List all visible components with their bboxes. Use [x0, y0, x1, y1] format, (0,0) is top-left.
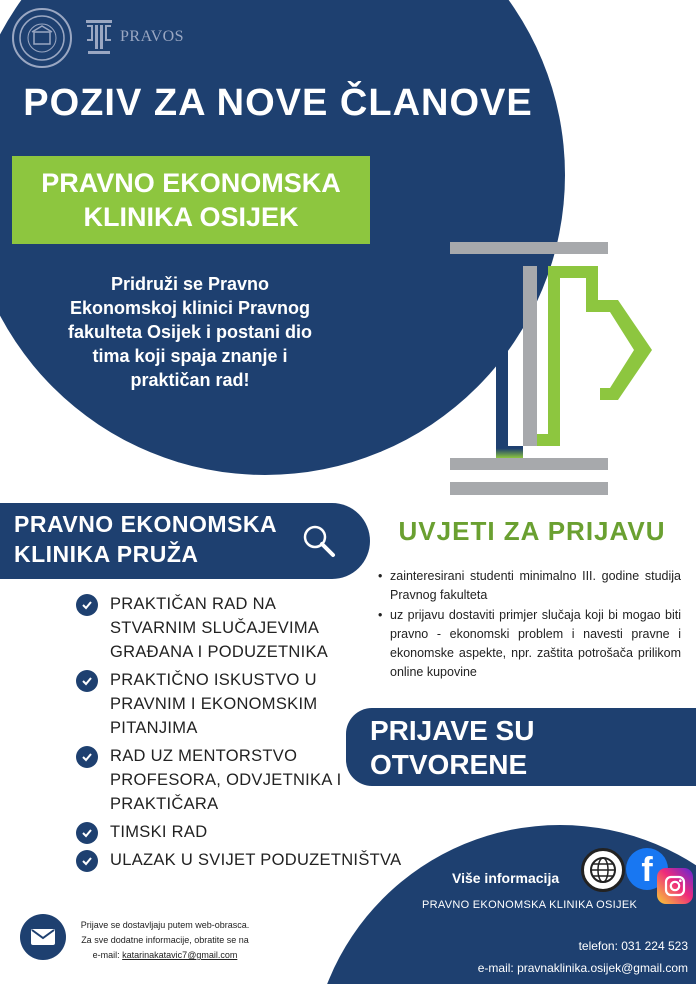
page-title: POZIV ZA NOVE ČLANOVE — [23, 82, 533, 124]
intro-line: praktičan rad! — [130, 370, 250, 390]
emblem-right-shape — [537, 266, 652, 446]
footer-phone: telefon: 031 224 523 — [578, 939, 688, 953]
check-circle-icon — [76, 746, 98, 768]
check-circle-icon — [76, 850, 98, 872]
benefit-item — [76, 668, 396, 740]
condition-item: • uz prijavu dostaviti primjer slučaja koji bi mogao biti pravno - ekonomski problem i navesti pravne i ekonomske aspekte, npr. zaštita potrošača prilikom online kupovine — [378, 606, 681, 682]
deadline-line1: PRIJAVE SU OTVORENE — [370, 715, 535, 780]
conditions-title: UVJETI ZA PRIJAVU — [398, 516, 666, 546]
benefit-line: GRAĐANA I PODUZETNIKA — [110, 643, 329, 661]
provides-title — [14, 509, 294, 569]
emblem-bottom-bar — [450, 482, 608, 495]
web-globe-icon[interactable] — [581, 848, 625, 892]
intro-line: fakulteta Osijek i postani dio — [67, 322, 313, 342]
seal-emblem-icon — [18, 14, 66, 62]
benefit-line: PRAVNIM I EKONOMSKIM — [110, 695, 318, 713]
check-circle-icon — [76, 670, 98, 692]
provides-title-line1: PRAVNO EKONOMSKA — [14, 511, 278, 537]
footer-clinic-name: PRAVNO EKONOMSKA KLINIKA OSIJEK — [422, 899, 638, 911]
benefit-item — [76, 744, 396, 816]
benefit-item — [76, 592, 396, 664]
mail-icon — [20, 914, 66, 960]
contact-email-link[interactable]: katarinakatavic7@gmail.com — [122, 950, 238, 960]
benefit-line: PRAKTIČNO ISKUSTVO U — [110, 671, 317, 689]
benefit-line: PITANJIMA — [110, 719, 198, 737]
intro-line: Pridruži se Pravno — [110, 274, 270, 294]
emblem-top-bar — [450, 242, 608, 254]
more-info-label: Više informacija — [452, 870, 560, 886]
pravos-emblem-icon — [84, 18, 114, 56]
benefit-item — [76, 848, 402, 872]
clinic-name-box — [12, 156, 370, 244]
benefit-text — [110, 820, 207, 844]
benefit-line: ULAZAK U SVIJET PODUZETNIŠTVA — [110, 851, 402, 869]
benefit-text — [110, 592, 328, 664]
benefit-line: PRAKTIČARA — [110, 795, 219, 813]
benefit-text — [110, 744, 342, 816]
note-line: Za sve dodatne informacije, obratite se na — [81, 935, 249, 945]
university-seal-logo — [12, 8, 72, 68]
benefit-line: TIMSKI RAD — [110, 823, 208, 841]
emblem-center-column — [523, 266, 537, 446]
intro-line: tima koji spaja znanje i — [92, 346, 288, 366]
emblem-lower-bar — [450, 458, 608, 470]
footer-email[interactable]: e-mail: pravnaklinika.osijek@gmail.com — [477, 961, 688, 975]
note-email-prefix: e-mail: — [92, 950, 123, 960]
deadline-banner — [346, 708, 696, 814]
pravos-brand-name: PRAVOS — [120, 28, 185, 45]
benefit-item — [76, 820, 396, 844]
facebook-icon[interactable]: f — [626, 848, 668, 890]
conditions-list — [378, 567, 681, 683]
emblem-left-shape — [410, 266, 508, 420]
check-circle-icon — [76, 594, 98, 616]
condition-item: • zainteresirani studenti minimalno III. godine studija Pravnog fakulteta — [378, 567, 681, 605]
note-line: Prijave se dostavljaju putem web-obrasca. — [80, 920, 250, 930]
benefit-line: PRAKTIČAN RAD NA — [110, 595, 277, 613]
intro-line: Ekonomskoj klinici Pravnog — [69, 298, 311, 318]
note-line — [70, 948, 260, 963]
search-icon — [300, 522, 338, 560]
benefits-list — [76, 592, 402, 876]
check-circle-icon — [76, 822, 98, 844]
benefit-line: STVARNIM SLUČAJEVIMA — [110, 619, 320, 637]
application-note — [70, 918, 260, 963]
intro-text — [40, 272, 340, 392]
clinic-box-line1: PRAVNO EKONOMSKA — [41, 168, 341, 198]
pravos-logo — [84, 18, 184, 56]
benefit-line: PROFESORA, ODVJETNIKA I — [110, 771, 342, 789]
deadline-line2: DO 15.10.2025. — [376, 783, 574, 814]
emblem-left-foot — [496, 420, 523, 458]
clinic-box-line2: KLINIKA OSIJEK — [83, 202, 299, 232]
benefit-text — [110, 848, 401, 872]
benefit-text — [110, 668, 317, 740]
pravos-large-emblem — [398, 240, 664, 498]
benefit-line: RAD UZ MENTORSTVO — [110, 747, 298, 765]
provides-title-line2: KLINIKA PRUŽA — [14, 541, 199, 567]
instagram-icon[interactable] — [657, 868, 693, 904]
